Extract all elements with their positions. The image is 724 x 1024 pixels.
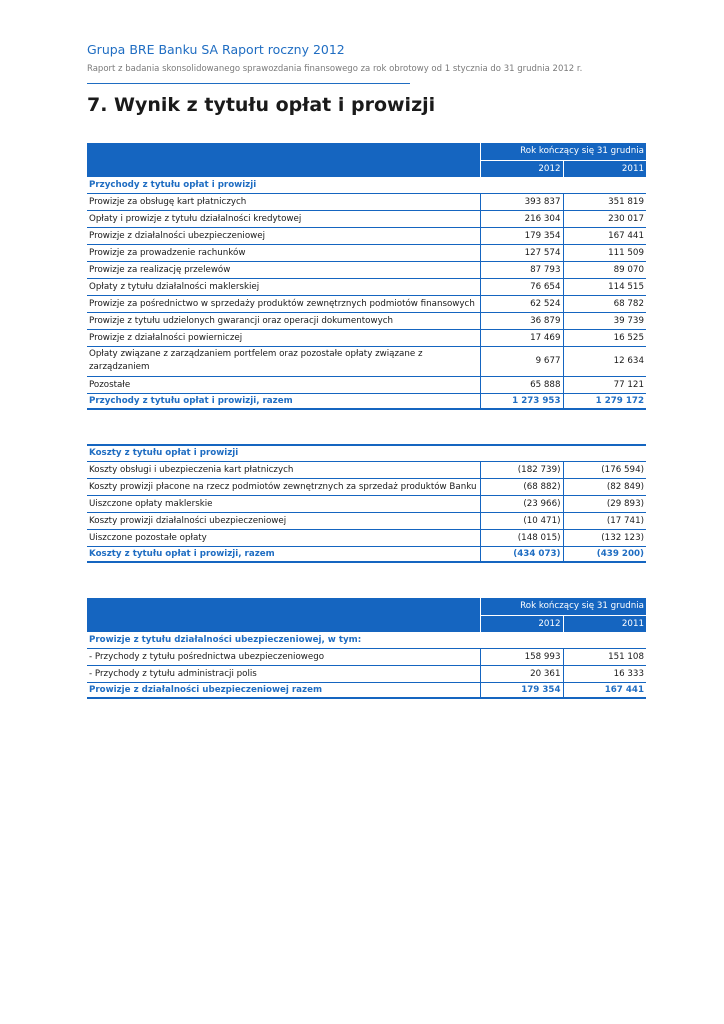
row-value-2011: 77 121 — [563, 376, 646, 393]
table-total-row — [87, 546, 646, 562]
row-value-2011: 111 509 — [563, 244, 646, 261]
table-row — [87, 665, 646, 682]
table-subheading — [87, 445, 646, 461]
header-divider — [87, 83, 410, 84]
row-label: - Przychody z tytułu pośrednictwa ubezpieczeniowego — [87, 648, 480, 665]
row-value-2012: 76 654 — [480, 278, 563, 295]
section-title: 7. Wynik z tytułu opłat i prowizji — [87, 94, 436, 116]
row-label: Opłaty związane z zarządzaniem portfelem oraz pozostałe opłaty związane z zarządzaniem — [87, 346, 480, 376]
col-2012-header: 2012 — [480, 615, 563, 632]
row-value-2011: 89 070 — [563, 261, 646, 278]
table-row — [87, 193, 646, 210]
total-2011: 167 441 — [563, 682, 646, 698]
row-value-2012: 87 793 — [480, 261, 563, 278]
costs-subheading: Koszty z tytułu opłat i prowizji — [87, 445, 646, 461]
row-value-2011: (176 594) — [563, 461, 646, 478]
row-label: Prowizje za pośrednictwo w sprzedaży produktów zewnętrznych podmiotów finansowych — [87, 295, 480, 312]
row-value-2011: 114 515 — [563, 278, 646, 295]
row-value-2011: 12 634 — [563, 346, 646, 376]
row-value-2012: (182 739) — [480, 461, 563, 478]
row-label: Koszty prowizji płacone na rzecz podmiotów zewnętrznych za sprzedaż produktów Banku — [87, 478, 480, 495]
total-2012: 1 273 953 — [480, 393, 563, 409]
col-2011-header: 2011 — [563, 160, 646, 177]
row-value-2011: 68 782 — [563, 295, 646, 312]
row-value-2011: 16 525 — [563, 329, 646, 346]
row-value-2012: 9 677 — [480, 346, 563, 376]
row-label: Prowizje z tytułu udzielonych gwarancji oraz operacji dokumentowych — [87, 312, 480, 329]
row-label: Opłaty z tytułu działalności maklerskiej — [87, 278, 480, 295]
table-row — [87, 461, 646, 478]
row-value-2012: 62 524 — [480, 295, 563, 312]
row-value-2012: 179 354 — [480, 227, 563, 244]
table-row — [87, 278, 646, 295]
row-value-2011: 16 333 — [563, 665, 646, 682]
row-value-2011: (82 849) — [563, 478, 646, 495]
report-title: Grupa BRE Banku SA Raport roczny 2012 — [87, 42, 345, 57]
row-value-2012: 158 993 — [480, 648, 563, 665]
total-2012: 179 354 — [480, 682, 563, 698]
table-row — [87, 529, 646, 546]
total-label: Prowizje z działalności ubezpieczeniowej razem — [87, 682, 480, 698]
table-row — [87, 329, 646, 346]
table-header-years — [87, 615, 646, 632]
revenue-subheading: Przychody z tytułu opłat i prowizji — [87, 177, 646, 193]
total-2012: (434 073) — [480, 546, 563, 562]
total-2011: 1 279 172 — [563, 393, 646, 409]
row-value-2011: 230 017 — [563, 210, 646, 227]
insurance-subheading: Prowizje z tytułu działalności ubezpieczeniowej, w tym: — [87, 632, 646, 648]
table-row — [87, 295, 646, 312]
table-row — [87, 512, 646, 529]
table-row — [87, 346, 646, 376]
period-label: Rok kończący się 31 grudnia — [480, 598, 646, 615]
col-2012-header: 2012 — [480, 160, 563, 177]
table-header-years — [87, 160, 646, 177]
row-value-2012: 393 837 — [480, 193, 563, 210]
row-label: Koszty prowizji działalności ubezpieczeniowej — [87, 512, 480, 529]
row-value-2011: (132 123) — [563, 529, 646, 546]
row-label: Uiszczone opłaty maklerskie — [87, 495, 480, 512]
row-value-2012: (148 015) — [480, 529, 563, 546]
row-value-2011: 39 739 — [563, 312, 646, 329]
row-value-2011: (17 741) — [563, 512, 646, 529]
row-value-2012: (68 882) — [480, 478, 563, 495]
table-row — [87, 312, 646, 329]
table-row — [87, 376, 646, 393]
row-value-2011: (29 893) — [563, 495, 646, 512]
total-label: Koszty z tytułu opłat i prowizji, razem — [87, 546, 480, 562]
total-2011: (439 200) — [563, 546, 646, 562]
table-subheading — [87, 632, 646, 648]
row-label: Opłaty i prowizje z tytułu działalności kredytowej — [87, 210, 480, 227]
col-2011-header: 2011 — [563, 615, 646, 632]
period-label: Rok kończący się 31 grudnia — [480, 143, 646, 160]
row-label: Prowizje za obsługę kart płatniczych — [87, 193, 480, 210]
row-value-2011: 151 108 — [563, 648, 646, 665]
row-value-2012: 216 304 — [480, 210, 563, 227]
insurance-table — [87, 598, 646, 699]
row-value-2012: 127 574 — [480, 244, 563, 261]
row-value-2012: 20 361 — [480, 665, 563, 682]
total-label: Przychody z tytułu opłat i prowizji, razem — [87, 393, 480, 409]
table-subheading — [87, 177, 646, 193]
row-value-2011: 167 441 — [563, 227, 646, 244]
table-row — [87, 227, 646, 244]
row-label: Koszty obsługi i ubezpieczenia kart płatniczych — [87, 461, 480, 478]
table-header-period — [87, 143, 646, 160]
table-header-period — [87, 598, 646, 615]
row-label: Prowizje z działalności powierniczej — [87, 329, 480, 346]
row-label: - Przychody z tytułu administracji polis — [87, 665, 480, 682]
row-label: Uiszczone pozostałe opłaty — [87, 529, 480, 546]
row-label: Prowizje za realizację przelewów — [87, 261, 480, 278]
row-label: Pozostałe — [87, 376, 480, 393]
row-value-2012: 17 469 — [480, 329, 563, 346]
table-row — [87, 478, 646, 495]
row-value-2012: (10 471) — [480, 512, 563, 529]
table-row — [87, 210, 646, 227]
table-row — [87, 495, 646, 512]
revenue-table — [87, 143, 646, 410]
table-total-row — [87, 682, 646, 698]
row-label: Prowizje z działalności ubezpieczeniowej — [87, 227, 480, 244]
table-row — [87, 244, 646, 261]
costs-table — [87, 444, 646, 563]
table-row — [87, 648, 646, 665]
report-subtitle: Raport z badania skonsolidowanego sprawozdania finansowego za rok obrotowy od 1 stycznia do 31 grudnia 2012 r. — [87, 64, 583, 74]
row-value-2012: (23 966) — [480, 495, 563, 512]
row-value-2012: 65 888 — [480, 376, 563, 393]
table-row — [87, 261, 646, 278]
row-label: Prowizje za prowadzenie rachunków — [87, 244, 480, 261]
row-value-2012: 36 879 — [480, 312, 563, 329]
table-total-row — [87, 393, 646, 409]
row-value-2011: 351 819 — [563, 193, 646, 210]
